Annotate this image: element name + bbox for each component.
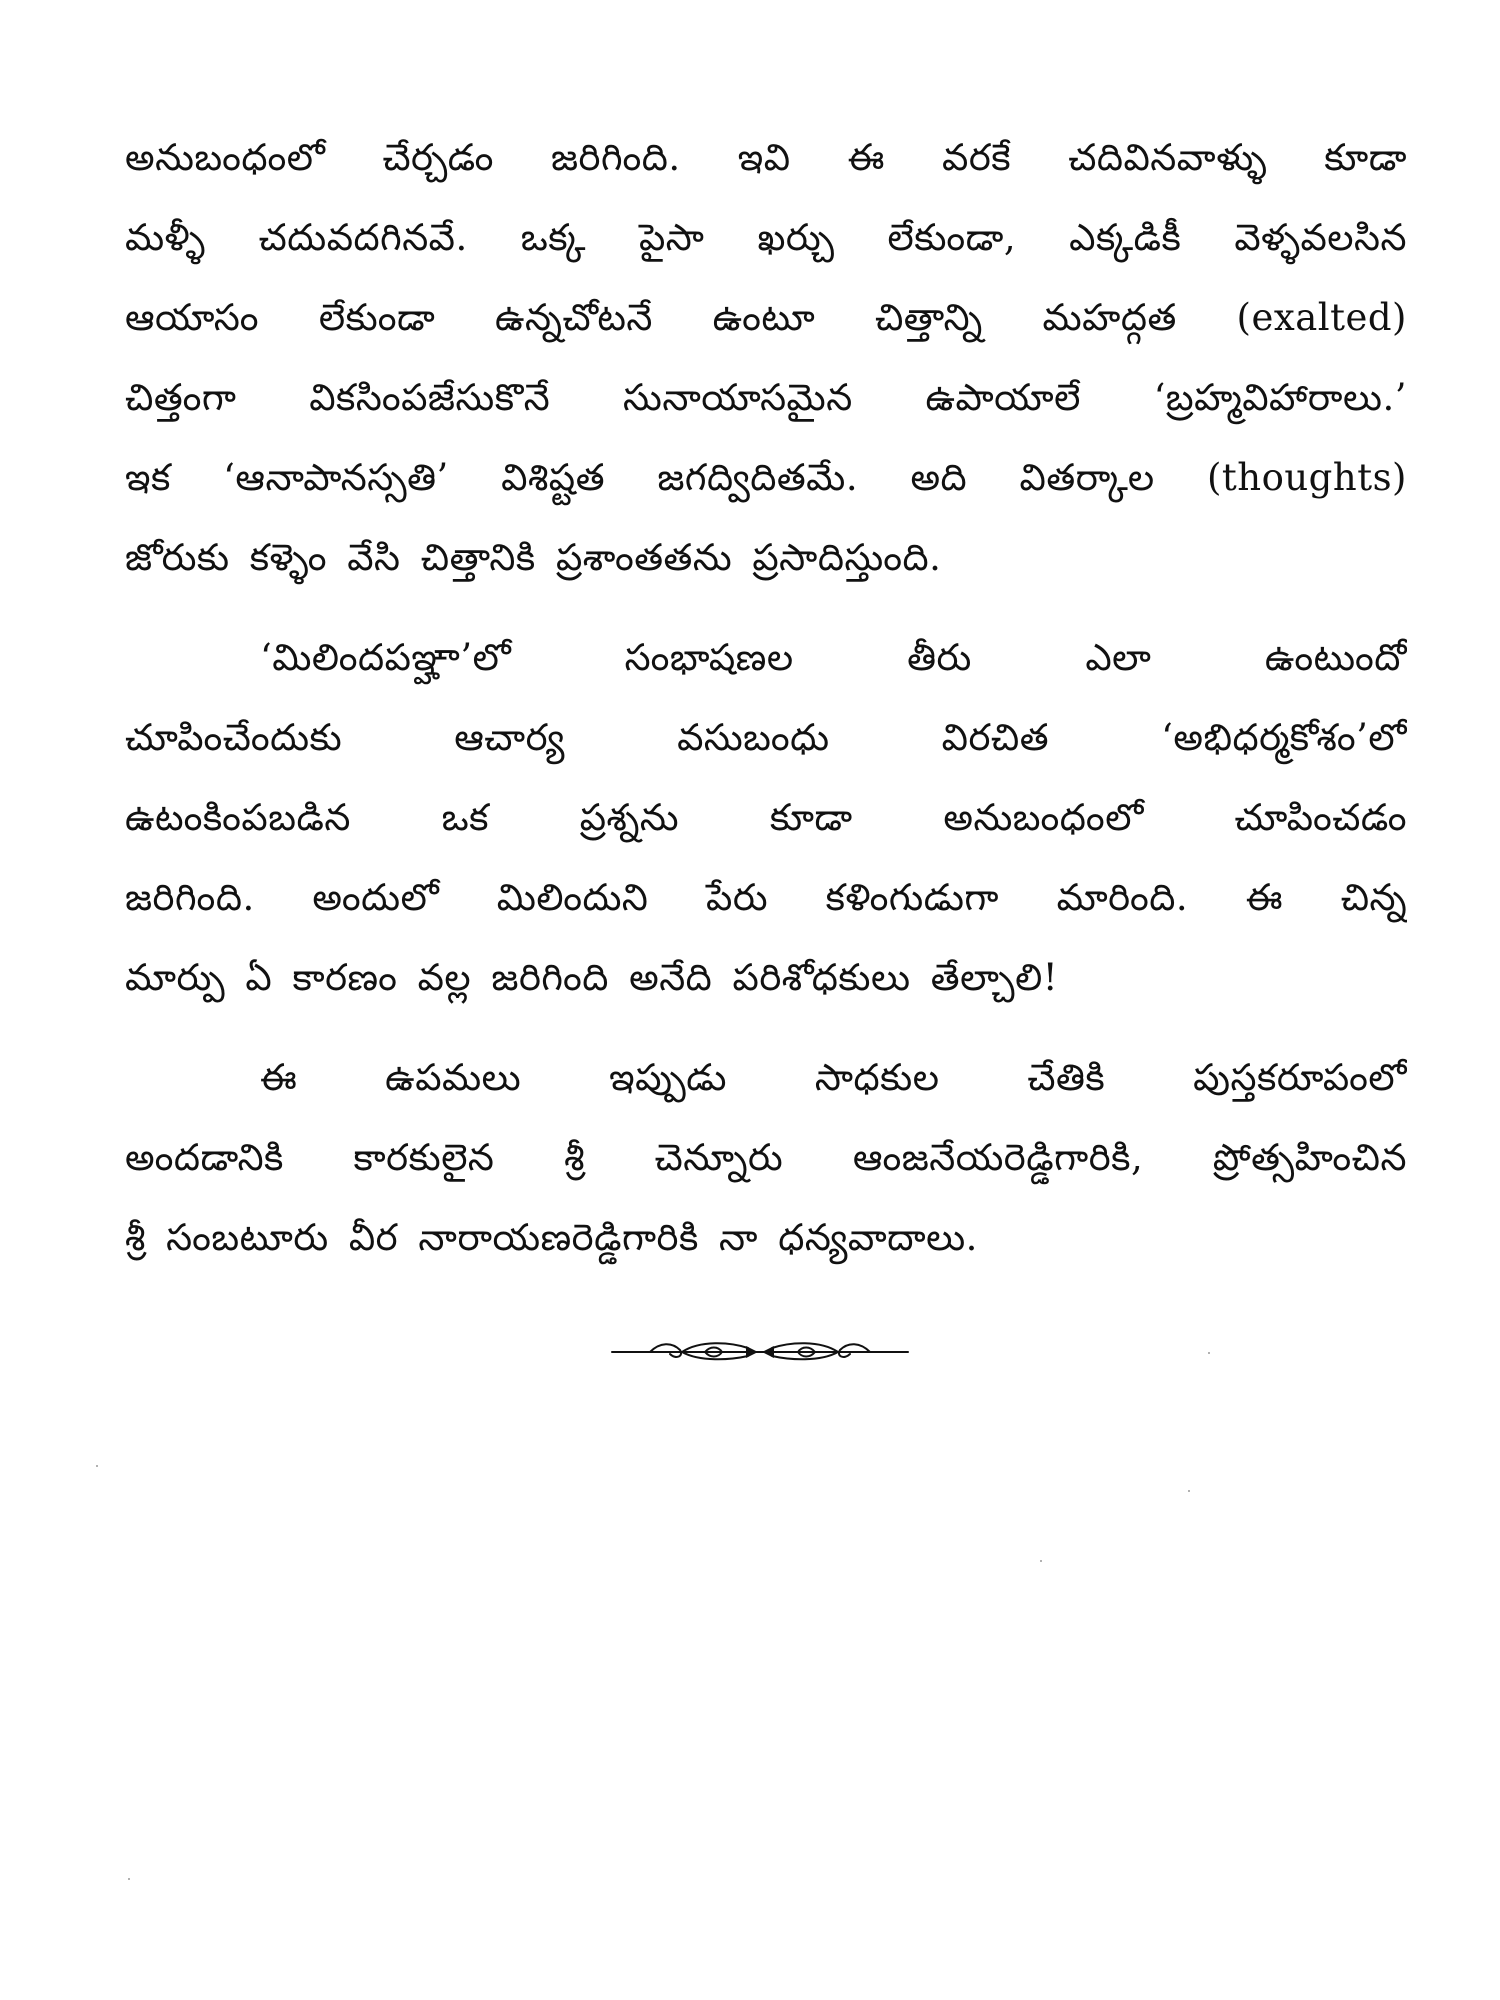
document-page — [125, 118, 1407, 1278]
text-line: ఈ ఉపమలు ఇప్పుడు సాధకుల చేతికి పుస్తకరూపంలో — [260, 1056, 1407, 1099]
text-line: ఇక ‘ఆనాపానస్సతి’ విశిష్టత జగద్విదితమే. అది వితర్కాల (thoughts) — [125, 456, 1407, 499]
text-line: జరిగింది. అందులో మిలిందుని పేరు కళింగుడుగా మారింది. ఈ చిన్న — [125, 876, 1407, 919]
scan-speck — [128, 1878, 130, 1880]
scan-speck — [1040, 1560, 1042, 1562]
text-line: ఉటంకింపబడిన ఒక ప్రశ్నను కూడా అనుబంధంలో చూపించడం — [125, 796, 1407, 839]
flourish-divider-icon — [610, 1332, 910, 1372]
text-line: శ్రీ సంబటూరు వీర నారాయణరెడ్డిగారికి నా ధన్యవాదాలు. — [125, 1216, 978, 1259]
text-line: మార్పు ఏ కారణం వల్ల జరిగింది అనేది పరిశోధకులు తేల్చాలి! — [125, 956, 1059, 999]
scan-speck — [1208, 1352, 1210, 1354]
text-line: చిత్తంగా వికసింపజేసుకొనే సునాయాసమైన ఉపాయాలే ‘బ్రహ్మవిహారాలు.’ — [125, 376, 1407, 419]
text-line: ఆయాసం లేకుండా ఉన్నచోటనే ఉంటూ చిత్తాన్ని మహద్గత (exalted) — [125, 296, 1407, 339]
paragraph-2 — [125, 618, 1407, 1018]
text-line: ‘మిలిందపఞ్హా’లో సంభాషణల తీరు ఎలా ఉంటుందో — [260, 636, 1407, 679]
scan-speck — [1188, 1490, 1190, 1492]
text-line: జోరుకు కళ్ళెం వేసి చిత్తానికి ప్రశాంతతను ప్రసాదిస్తుంది. — [125, 536, 942, 579]
text-line: చూపించేందుకు ఆచార్య వసుబంధు విరచిత ‘అభిధర్మకోశం’లో — [125, 716, 1407, 759]
paragraph-1 — [125, 118, 1407, 598]
text-line: మళ్ళీ చదువదగినవే. ఒక్క పైసా ఖర్చు లేకుండా, ఎక్కడికీ వెళ్ళవలసిన — [125, 216, 1407, 259]
paragraph-3 — [125, 1038, 1407, 1278]
text-line: అందడానికి కారకులైన శ్రీ చెన్నూరు ఆంజనేయరెడ్డిగారికి, ప్రోత్సహించిన — [125, 1136, 1407, 1179]
scan-speck — [96, 1465, 98, 1467]
text-line: అనుబంధంలో చేర్చడం జరిగింది. ఇవి ఈ వరకే చదివినవాళ్ళు కూడా — [125, 136, 1407, 179]
